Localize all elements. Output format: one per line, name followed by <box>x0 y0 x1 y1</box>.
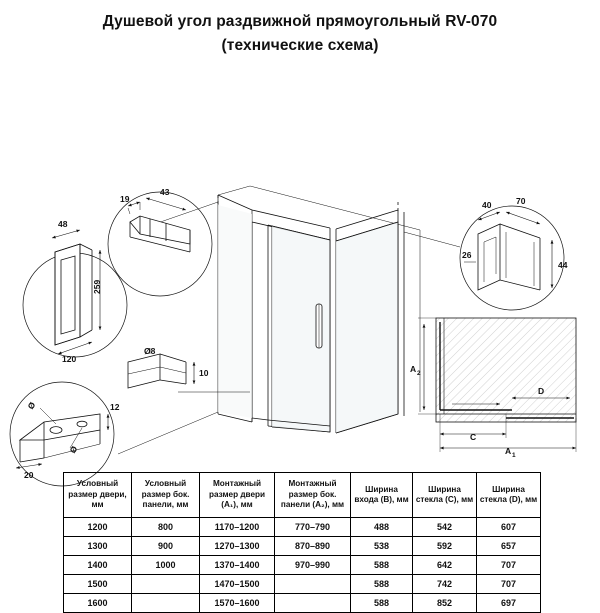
page-title <box>0 10 600 58</box>
table-cell <box>132 575 200 594</box>
table-cell: 1600 <box>64 594 132 613</box>
callout-corner-70: 70 <box>516 196 526 206</box>
table-cell: 1300 <box>64 537 132 556</box>
callout-bracket-diameter: Ø8 <box>144 346 156 356</box>
callout-plan-A2-sub: 2 <box>417 370 421 377</box>
table-cell: 588 <box>351 575 413 594</box>
table-cell: 538 <box>351 537 413 556</box>
callout-handle-width: 48 <box>58 219 68 229</box>
title-line-1: Душевой угол раздвижной прямоугольный RV-070 <box>102 13 498 30</box>
callout-profile-43: 43 <box>160 187 170 197</box>
callout-plan-A1: A <box>505 446 512 456</box>
table-cell: 588 <box>351 556 413 575</box>
callout-plan-A1-sub: 1 <box>512 452 516 459</box>
callout-holder-12: 12 <box>110 402 120 412</box>
table-cell: 742 <box>413 575 477 594</box>
table-cell: 1400 <box>64 556 132 575</box>
title-line-2: (технические схема) <box>221 37 379 54</box>
table-cell: 1500 <box>64 575 132 594</box>
table-row <box>64 518 541 537</box>
callout-corner-40: 40 <box>482 200 492 210</box>
table-cell: 1200 <box>64 518 132 537</box>
callout-corner-44: 44 <box>558 260 568 270</box>
callout-plan-A2: A <box>410 364 417 374</box>
table-header-cell: Ширина входа (B), мм <box>351 473 413 518</box>
table-cell: 870–890 <box>275 537 351 556</box>
table-cell: 697 <box>477 594 541 613</box>
table-cell: 1170–1200 <box>200 518 275 537</box>
table-cell <box>275 575 351 594</box>
table-header-cell: Ширина стекла (C), мм <box>413 473 477 518</box>
table-row <box>64 556 541 575</box>
table-cell: 852 <box>413 594 477 613</box>
detail-bracket <box>128 348 194 388</box>
table-header-cell: Монтажный размер двери (A₁), мм <box>200 473 275 518</box>
table-cell: 488 <box>351 518 413 537</box>
callout-bracket-10: 10 <box>199 368 209 378</box>
dimensions-table <box>63 472 541 613</box>
table-cell: 607 <box>477 518 541 537</box>
table-cell: 588 <box>351 594 413 613</box>
table-header-cell: Условный размер бок. панели, мм <box>132 473 200 518</box>
table-cell: 707 <box>477 575 541 594</box>
table-row <box>64 575 541 594</box>
table-cell: 970–990 <box>275 556 351 575</box>
detail-corner-joint <box>460 206 564 310</box>
table-row <box>64 537 541 556</box>
table-cell: 800 <box>132 518 200 537</box>
table-cell: 1000 <box>132 556 200 575</box>
table-header-cell: Монтажный размер бок. панели (A₂), мм <box>275 473 351 518</box>
table-cell: 1570–1600 <box>200 594 275 613</box>
table-header-row <box>64 473 541 518</box>
dimensions-table-wrapper <box>63 472 540 613</box>
table-cell: 1370–1400 <box>200 556 275 575</box>
callout-holder-20: 20 <box>24 470 34 480</box>
callout-plan-C: C <box>470 432 477 442</box>
table-header-cell: Ширина стекла (D), мм <box>477 473 541 518</box>
callout-holder-diameter-2: Ø <box>67 443 80 456</box>
table-cell: 542 <box>413 518 477 537</box>
table-cell <box>132 594 200 613</box>
table-cell: 1470–1500 <box>200 575 275 594</box>
table-header-cell: Условный размер двери, мм <box>64 473 132 518</box>
table-cell: 657 <box>477 537 541 556</box>
table-cell: 642 <box>413 556 477 575</box>
callout-holder-diameter-1: Ø <box>25 399 38 412</box>
callout-handle-depth: 120 <box>62 354 77 364</box>
callout-profile-19: 19 <box>120 194 130 204</box>
table-cell: 770–790 <box>275 518 351 537</box>
detail-handle <box>23 230 127 357</box>
callout-corner-26: 26 <box>462 250 472 260</box>
callout-plan-D: D <box>538 386 545 396</box>
plan-view <box>418 318 576 452</box>
table-row <box>64 594 541 613</box>
table-cell <box>275 594 351 613</box>
table-cell: 592 <box>413 537 477 556</box>
table-cell: 1270–1300 <box>200 537 275 556</box>
table-cell: 900 <box>132 537 200 556</box>
table-cell: 707 <box>477 556 541 575</box>
detail-top-profile <box>108 192 212 296</box>
callout-handle-height: 259 <box>92 279 102 294</box>
technical-drawing <box>0 62 600 480</box>
